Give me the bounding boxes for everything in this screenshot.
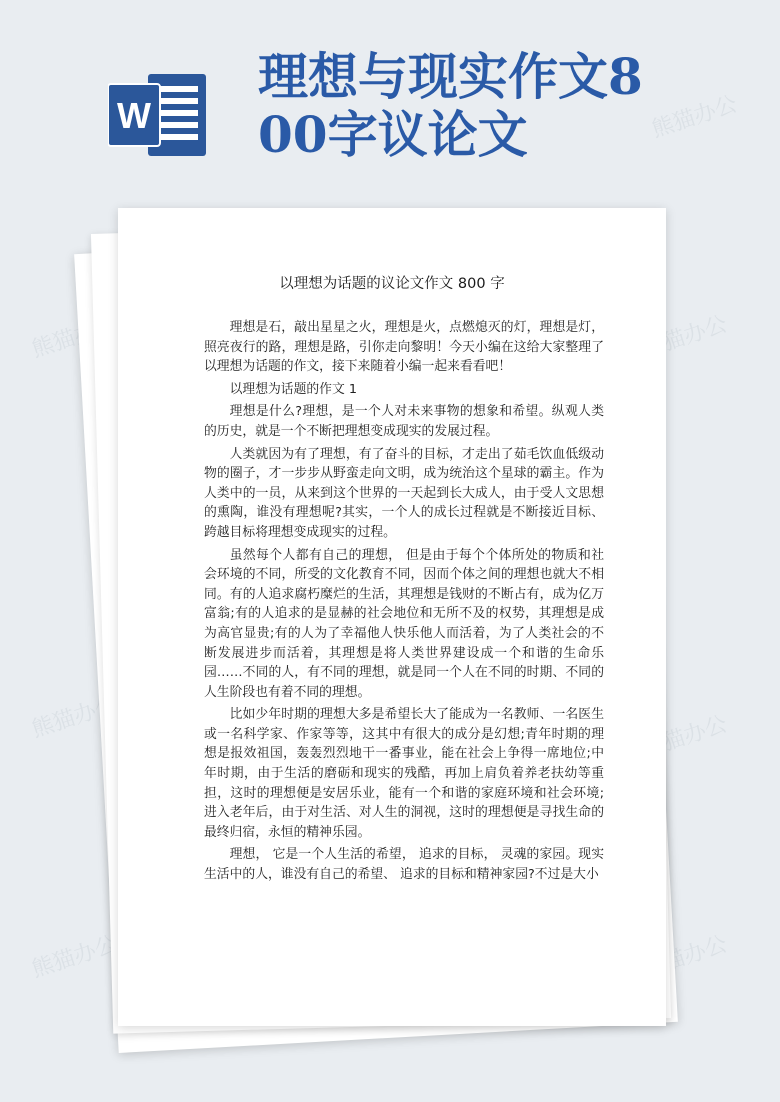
document-body	[204, 318, 604, 888]
paragraph: 虽然每个人都有自己的理想， 但是由于每个个体所处的物质和社会环境的不同，所受的文化教育不同，因而个体之间的理想也就大不相同。有的人追求腐朽糜烂的生活，其理想是钱财的不断占有，成为亿万富翁;有的人追求的是显赫的社会地位和无所不及的权势，其理想是成为高官显贵;有的人为了幸福他人快乐他人而活着，为了人类社会的不断发展进步而活着，其理想是将人类世界建设成一个和谐的生命乐园……不同的人，有不同的理想，就是同一个人在不同的时期、不同的人生阶段也有着不同的理想。	[204, 547, 604, 700]
word-document-icon	[108, 66, 208, 164]
svg-text:W: W	[117, 95, 151, 136]
paragraph: 理想是石，敲出星星之火，理想是火，点燃熄灭的灯，理想是灯，照亮夜行的路，理想是路，引你走向黎明！今天小编在这给大家整理了以理想为话题的作文，接下来随着小编一起来看看吧！	[204, 320, 604, 375]
section-heading: 以理想为话题的作文 1	[229, 381, 357, 397]
paragraph: 理想是什么?理想，是一个人对未来事物的想象和希望。纵观人类的历史，就是一个不断把理想变成现实的发展过程。	[204, 404, 604, 439]
page-title: 理想与现实作文800字议论文	[258, 47, 643, 164]
watermark: 熊猫办公	[28, 691, 121, 743]
watermark: 熊猫办公	[638, 931, 731, 983]
watermark: 熊猫办公	[28, 931, 121, 983]
watermark: 熊猫办公	[638, 711, 731, 763]
document-page	[118, 208, 666, 1026]
paragraph: 人类就因为有了理想，有了奋斗的目标，才走出了茹毛饮血低级动物的圈子，才一步步从野蛮走向文明，成为统治这个星球的霸主。作为人类中的一员，从来到这个世界的一天起到长大成人，由于受人文思想的熏陶，谁没有理想呢?其实，一个人的成长过程就是不断接近目标、跨越目标将理想变成现实的过程。	[204, 446, 604, 540]
watermark: 熊猫办公	[28, 311, 121, 363]
document-title: 以理想为话题的议论文作文 800 字	[279, 276, 505, 292]
paragraph: 比如少年时期的理想大多是希望长大了能成为一名教师、一名医生或一名科学家、作家等等，这其中有很大的成分是幻想;青年时期的理想是报效祖国，轰轰烈烈地干一番事业，能在社会上争得一席地位;中年时期，由于生活的磨砺和现实的残酷，再加上肩负着养老扶幼等重担，这时的理想便是安居乐业，能有一个和谐的家庭环境和社会环境;进入老年后，由于对生活、对人生的洞视，这时的理想便是寻找生命的最终归宿，永恒的精神乐园。	[204, 707, 604, 840]
header	[0, 0, 780, 200]
paragraph: 理想， 它是一个人生活的希望， 追求的目标， 灵魂的家园。现实生活中的人，谁没有自己的希望、 追求的目标和精神家园?不过是大小	[204, 847, 604, 883]
watermark: 熊猫办公	[638, 311, 731, 363]
watermark: 熊猫办公	[648, 91, 741, 143]
